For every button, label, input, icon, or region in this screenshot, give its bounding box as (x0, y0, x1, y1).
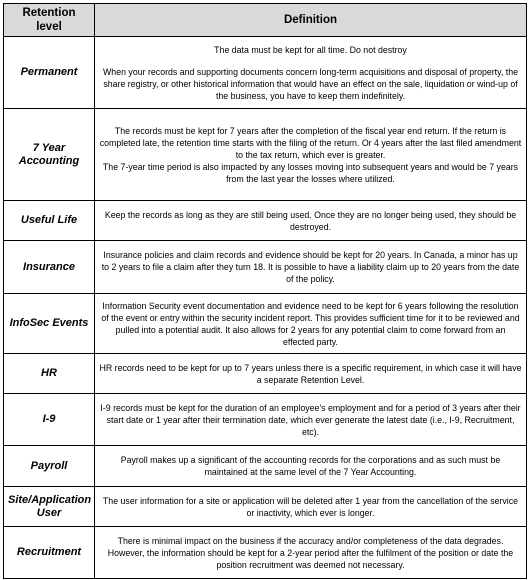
level-line1: Site/Application (8, 493, 92, 506)
level-hr: HR (4, 354, 95, 394)
level-line2: User (36, 506, 62, 519)
table-row (4, 446, 527, 487)
table-row (4, 109, 527, 201)
definition-text: Payroll makes up a significant of the accounting records for the corporations and as such must be maintained at the same level of the 7 Year Accounting. (120, 455, 501, 477)
definition-infosec-events (95, 294, 527, 354)
definition-site-application-user (95, 487, 527, 527)
retention-level-header (4, 4, 95, 37)
definition-text: There is minimal impact on the business if the accuracy and/or completeness of the data degrades. However, the information should be kept for a 2-year period after the fulfilment of the position or date the position recruitment was deemed not necessary. (107, 535, 514, 570)
definition-text: Keep the records as long as they are still being used. Once they are no longer being used, they should be destroyed. (104, 209, 517, 232)
level-infosec-events: InfoSec Events (4, 294, 95, 354)
table-row (4, 37, 527, 109)
level-7-year-accounting (4, 109, 95, 201)
level-insurance: Insurance (4, 241, 95, 294)
header-row (4, 4, 527, 37)
definition-text: Information Security event documentation and evidence need to be kept for 6 years following the resolution of the event or entry within the security incident report. This provides sufficient time for it to be reviewed and pulled into a potential audit. It also allows for 2 years for any potential claim to come forward from an effected party. (101, 300, 520, 347)
retention-table (3, 3, 527, 579)
definition-i-9 (95, 394, 527, 446)
table-row (4, 294, 527, 354)
definition-hr (95, 354, 527, 394)
table-row (4, 394, 527, 446)
level-recruitment: Recruitment (4, 527, 95, 579)
table-row (4, 241, 527, 294)
definition-text: The user information for a site or application will be deleted after 1 year from the cancellation of the service or inactivity, which ever is longer. (102, 495, 519, 518)
definition-text: I-9 records must be kept for the duration of an employee's employment and for a period of 3 years after their start date or 1 year after their termination date, which ever generate the latest date (i.e., I-9, Recruitment, etc). (100, 402, 521, 437)
definition-text: The data must be kept for all time. Do not destroy (214, 44, 407, 55)
definition-text: HR records need to be kept for up to 7 years unless there is a specific requirement, in which case it will have a separate Retention Level. (99, 362, 522, 385)
definition-text: When your records and supporting documents concern long-term acquisitions and disposal of property, the share registry, or other historical information that would have an effect on the sale, liquidation or wind-up of the business, you have to keep them indefinitely. (103, 66, 518, 101)
table-row (4, 354, 527, 394)
level-line2: Accounting (18, 154, 80, 167)
level-payroll: Payroll (4, 446, 95, 487)
table-row (4, 527, 527, 579)
level-line1: 7 Year (32, 141, 66, 154)
retention-level-header-line1: Retention (22, 7, 76, 19)
level-i-9: I-9 (4, 394, 95, 446)
definition-7-year-accounting (95, 109, 527, 201)
definition-text: The 7-year time period is also impacted by any losses moving into subsequent years and would be 7 years from the last year the losses where utilized. (102, 161, 519, 184)
definition-payroll (95, 446, 527, 487)
definition-text: The records must be kept for 7 years after the completion of the fiscal year end return. If the return is completed late, the retention time starts with the filing of the return. Or 4 years after the last filed amendment to the tax return, which ever is greater. (99, 125, 522, 160)
definition-text: Insurance policies and claim records and evidence should be kept for 20 years. In Canada, a minor has up to 2 years to file a claim after they turn 18. It is possible to have a liability claim up to 20 years from the date of the policy. (101, 250, 520, 284)
table-row (4, 487, 527, 527)
definition-header: Definition (95, 4, 527, 37)
table-row (4, 201, 527, 241)
definition-recruitment (95, 527, 527, 579)
level-permanent: Permanent (4, 37, 95, 109)
level-useful-life: Useful Life (4, 201, 95, 241)
definition-insurance (95, 241, 527, 294)
retention-level-header-line2: level (36, 21, 62, 33)
definition-permanent (95, 37, 527, 109)
definition-useful-life (95, 201, 527, 241)
level-site-application-user (4, 487, 95, 527)
